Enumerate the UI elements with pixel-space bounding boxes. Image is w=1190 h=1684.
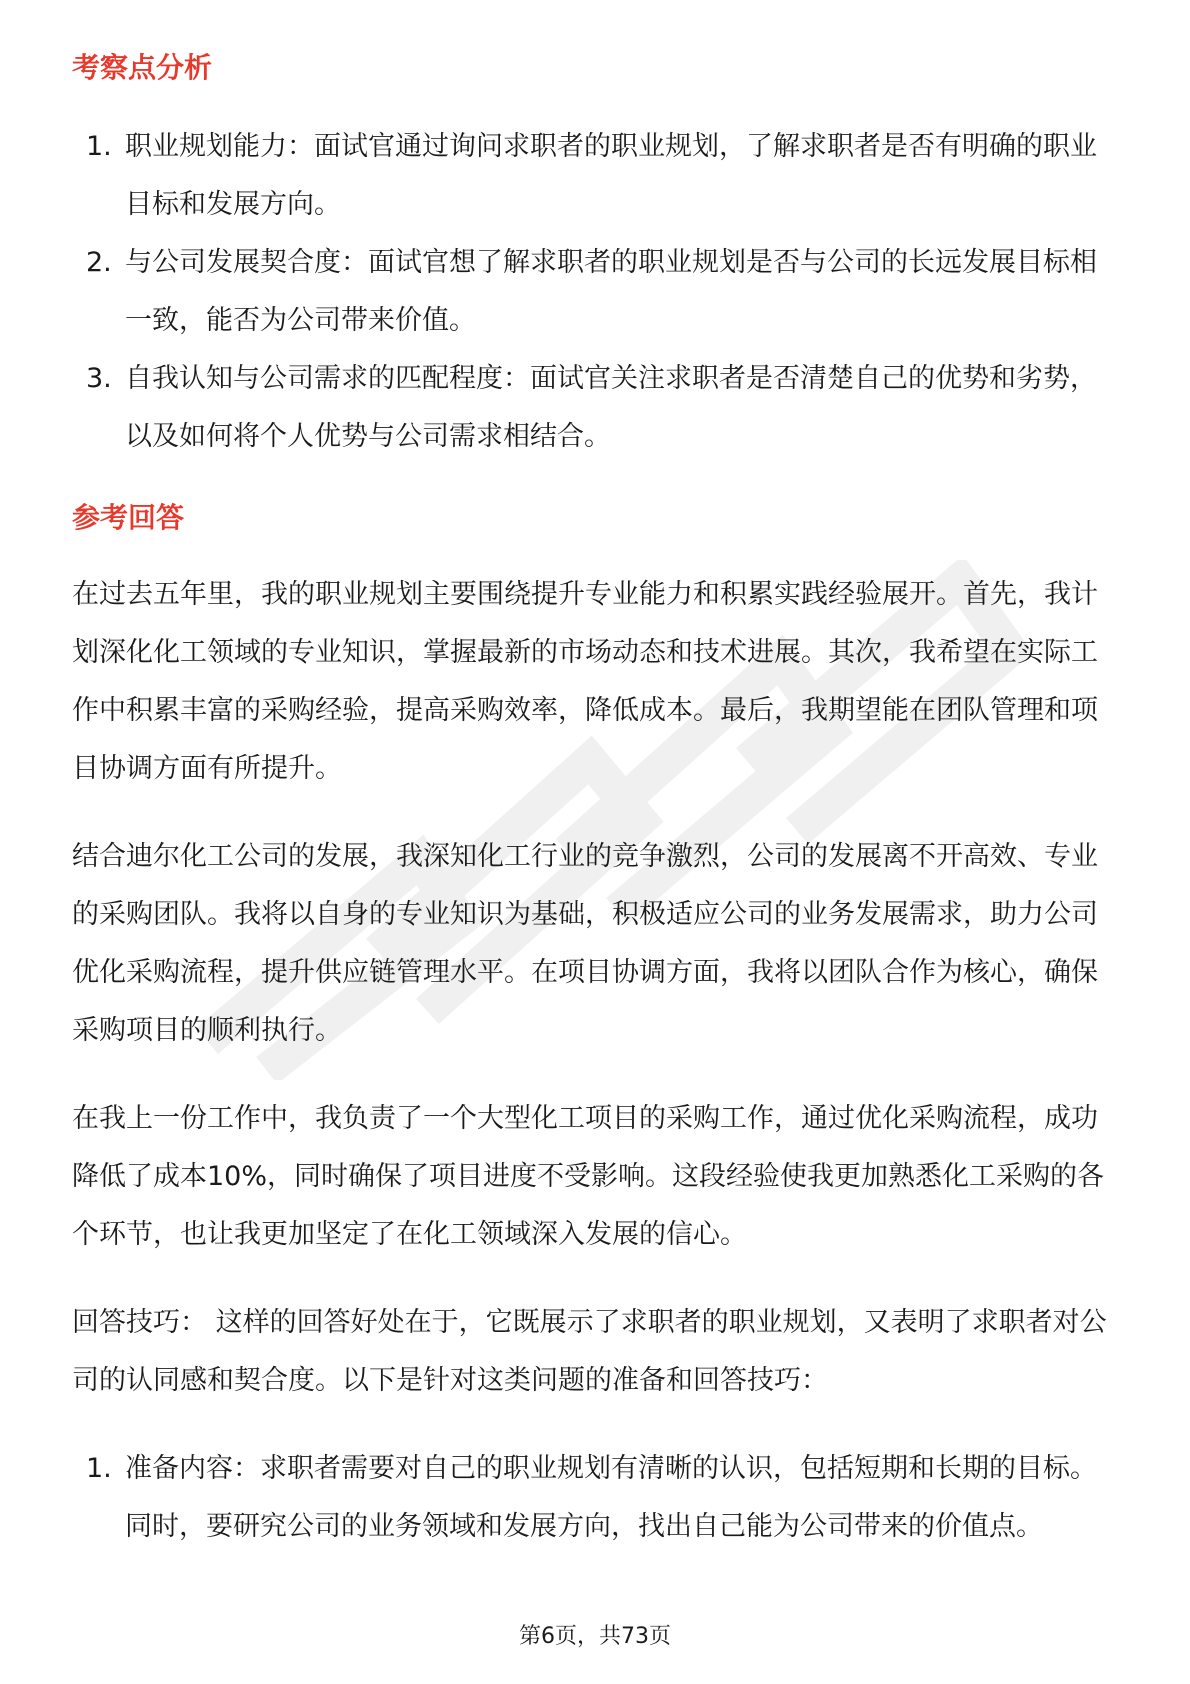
answer-paragraph: 结合迪尔化工公司的发展，我深知化工行业的竞争激烈，公司的发展离不开高效、专业的采购团队。我将以自身的专业知识为基础，积极适应公司的业务发展需求，助力公司优化采购流程，提升供应链管理水平。在项目协调方面，我将以团队合作为核心，确保采购项目的顺利执行。 xyxy=(72,841,1098,1046)
list-item xyxy=(72,118,1122,234)
list-item xyxy=(72,234,1122,350)
list-item-text: 准备内容：求职者需要对自己的职业规划有清晰的认识，包括短期和长期的目标。同时，要研究公司的业务领域和发展方向，找出自己能为公司带来的价值点。 xyxy=(125,1453,1097,1542)
answer-paragraph: 在我上一份工作中，我负责了一个大型化工项目的采购工作，通过优化采购流程，成功降低了成本10%，同时确保了项目进度不受影响。这段经验使我更加熟悉化工采购的各个环节，也让我更加坚定了在化工领域深入发展的信心。 xyxy=(72,1103,1105,1250)
document-page xyxy=(72,48,1122,1556)
list-item-number: 1. xyxy=(86,1453,112,1484)
analysis-list xyxy=(72,118,1122,466)
list-item-number: 3. xyxy=(86,363,112,394)
list-item-number: 1. xyxy=(86,131,112,162)
list-item-number: 2. xyxy=(86,247,112,278)
list-item-text: 与公司发展契合度：面试官想了解求职者的职业规划是否与公司的长远发展目标相一致，能否为公司带来价值。 xyxy=(125,247,1097,336)
tips-paragraph: 回答技巧： 这样的回答好处在于，它既展示了求职者的职业规划，又表明了求职者对公司的认同感和契合度。以下是针对这类问题的准备和回答技巧： xyxy=(72,1307,1107,1396)
answer-heading: 参考回答 xyxy=(72,501,185,534)
list-item-text: 职业规划能力：面试官通过询问求职者的职业规划，了解求职者是否有明确的职业目标和发展方向。 xyxy=(125,131,1097,220)
list-item xyxy=(72,350,1122,466)
answer-paragraph: 在过去五年里，我的职业规划主要围绕提升专业能力和积累实践经验展开。首先，我计划深化化工领域的专业知识，掌握最新的市场动态和技术进展。其次，我希望在实际工作中积累丰富的采购经验，提高采购效率，降低成本。最后，我期望能在团队管理和项目协调方面有所提升。 xyxy=(72,579,1098,784)
list-item-text: 自我认知与公司需求的匹配程度：面试官关注求职者是否清楚自己的优势和劣势，以及如何将个人优势与公司需求相结合。 xyxy=(125,363,1097,452)
analysis-heading: 考察点分析 xyxy=(72,51,213,84)
list-item xyxy=(72,1440,1122,1556)
page-number: 第6页，共73页 xyxy=(519,1624,671,1649)
tips-list xyxy=(72,1440,1122,1556)
